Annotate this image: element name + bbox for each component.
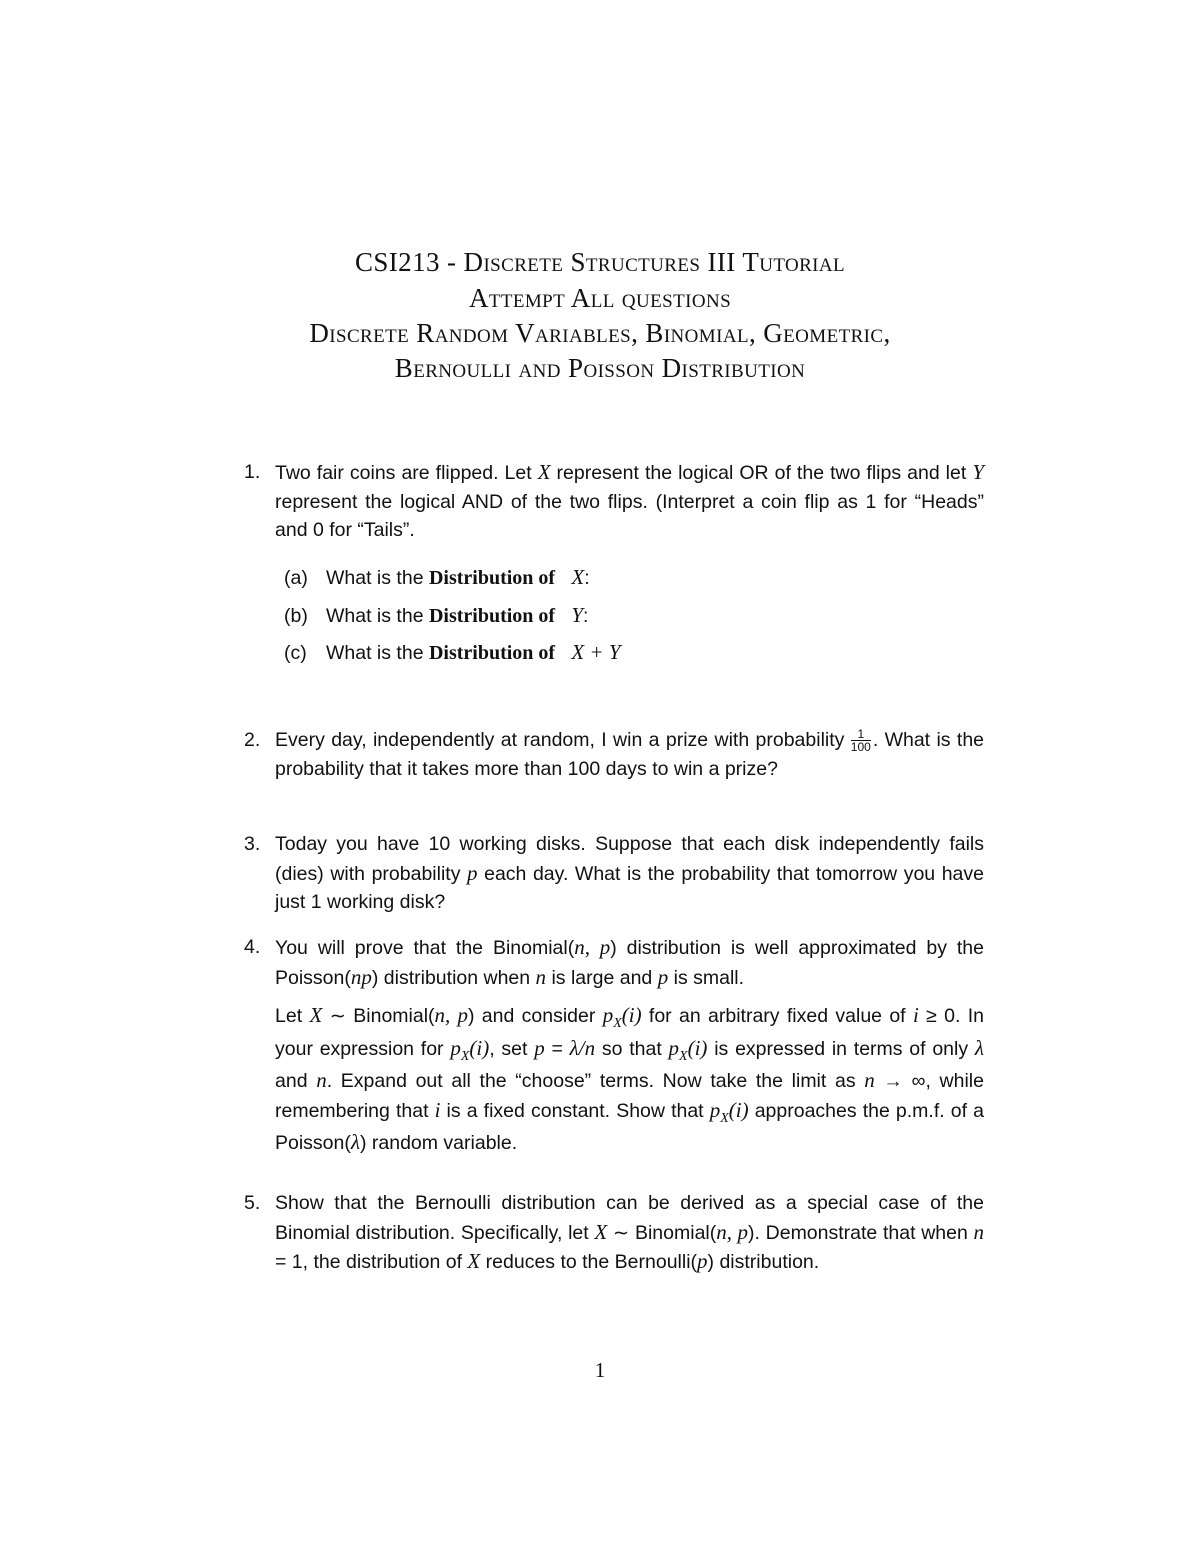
question-number: 3.	[244, 833, 261, 855]
sub-question-b: (b) What is the Distribution of Y:	[284, 603, 589, 627]
sub-question-c: (c) What is the Distribution of X + Y	[284, 640, 621, 664]
sub-question-a: (a) What is the Distribution of X:	[284, 565, 590, 589]
question-text: Today you have 10 working disks. Suppose that each disk independently fails (dies) with probability p each day. What is the probability that tomorrow you have just 1 working disk?	[275, 833, 984, 913]
question-body	[275, 830, 984, 917]
question-1	[244, 458, 984, 545]
question-number: 1.	[244, 461, 261, 483]
question-number: 4.	[244, 936, 261, 958]
page-number: 1	[594, 1358, 606, 1382]
question-text: You will prove that the Binomial(n, p) distribution is well approximated by the Poisson(np) distribution when n is large and p is small.	[275, 935, 984, 989]
title-course: CSI213 - Discrete Structures III Tutorial	[354, 247, 846, 277]
question-number: 2.	[244, 729, 261, 751]
question-body	[275, 458, 984, 545]
title-topic-line1: Discrete Random Variables, Binomial, Geometric,	[309, 318, 891, 348]
question-5	[244, 1189, 984, 1277]
fraction: $\frac{1}{100}$	[850, 727, 871, 755]
question-body	[275, 726, 984, 783]
question-text: Two fair coins are flipped. Let X represent the logical OR of the two flips and let Y represent the logical AND of the two flips. (Interpret a coin flip as 1 for “Heads” and 0 for “Tails”.	[275, 460, 984, 541]
title-instruction: Attempt All questions	[468, 283, 732, 313]
title-topic-line2: Bernoulli and Poisson Distribution	[394, 353, 806, 383]
question-text: Every day, independently at random, I win a prize with probability $\frac{1}{100}$ . What is the probability that it takes more than 100 days to win a prize?	[275, 727, 985, 780]
question-body	[275, 1189, 984, 1277]
question-2	[244, 726, 984, 783]
question-3	[244, 830, 984, 917]
question-number: 5.	[244, 1192, 261, 1214]
question-4	[244, 933, 984, 1158]
question-instructions: Let X ∼ Binomial(n, p) and consider $p_X(i)$ for an arbitrary fixed value of i ≥ 0. In your expression for $p_X(i)$, set p = λ/n so that $p_X(i)$ is expressed in terms of only λ and n. Expand out all the “choose” terms. Now take the limit as n → ∞, while remembering that i is a fixed constant. Show that $p_X(i)$ approaches the p.m.f. of a Poisson(λ) random variable.	[275, 1003, 984, 1154]
question-text: Show that the Bernoulli distribution can be derived as a special case of the Binomial distribution. Specifically, let X ∼ Binomial(n, p). Demonstrate that when n = 1, the distribution of X reduces to the Bernoulli(p) distribution.	[275, 1192, 985, 1273]
question-body	[275, 933, 984, 1158]
